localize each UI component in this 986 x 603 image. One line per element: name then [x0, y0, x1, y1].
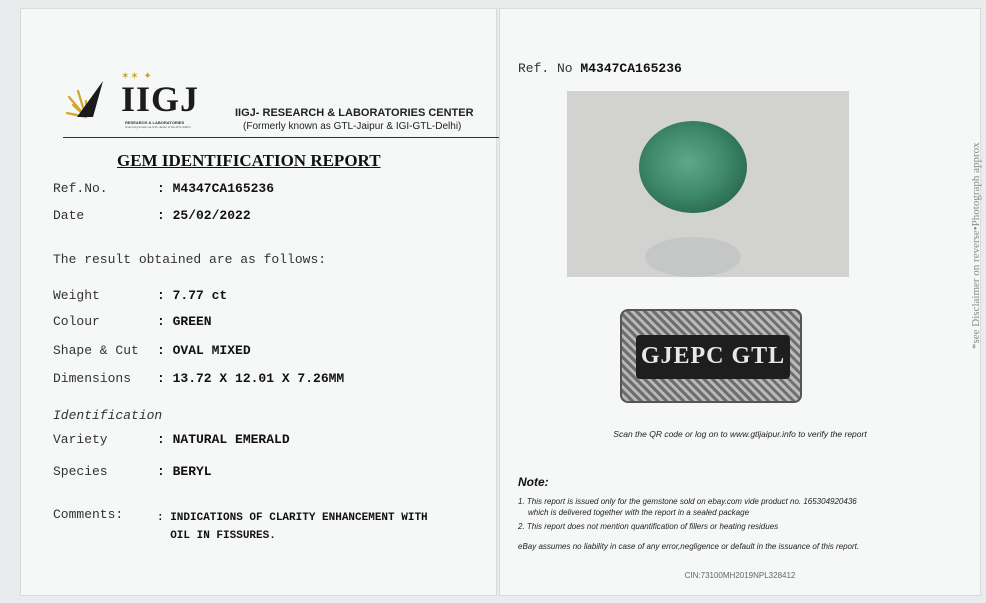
- report-left-page: [20, 8, 497, 596]
- comments-label: Comments:: [53, 507, 124, 522]
- ebay-disclaimer: eBay assumes no liability in case of any error,negligence or default in the issuance of this report.: [518, 542, 860, 551]
- gemstone-photo: [567, 91, 849, 277]
- weight-value: : 7.77 ct: [157, 288, 228, 303]
- weight-label: Weight: [53, 288, 100, 303]
- ref-no-label: Ref.No.: [53, 181, 108, 196]
- shape-cut-value: : OVAL MIXED: [157, 343, 251, 358]
- logo-text: IIGJ: [121, 79, 200, 119]
- gem-reflection: [645, 237, 741, 277]
- seal-panel: [636, 335, 790, 379]
- date-value: : 25/02/2022: [157, 208, 251, 223]
- hologram-seal: [620, 309, 802, 403]
- note-item-1: 1. This report is issued only for the gemstone sold on ebay.com vide product no. 165304920436: [518, 497, 857, 506]
- note-item-1-cont: which is delivered together with the report in a sealed package: [528, 508, 750, 517]
- right-ref-label: Ref. No: [518, 61, 573, 76]
- comments-line-2: OIL IN FISSURES.: [157, 530, 276, 542]
- dimensions-label: Dimensions: [53, 371, 132, 386]
- ref-no-value: : M4347CA165236: [157, 181, 275, 196]
- lab-name: IIGJ- RESEARCH & LABORATORIES CENTER: [235, 107, 474, 119]
- right-ref-value: M4347CA165236: [580, 61, 682, 76]
- note-heading: Note:: [518, 475, 549, 489]
- shape-cut-label: Shape & Cut: [53, 343, 139, 358]
- sunburst-icon: [63, 77, 109, 123]
- date-label: Date: [53, 208, 85, 223]
- species-value: : BERYL: [157, 464, 212, 479]
- seal-text: GJEPC GTL: [640, 343, 786, 369]
- right-ref-no: [518, 61, 682, 76]
- report-title: GEM IDENTIFICATION REPORT: [117, 151, 381, 170]
- cin-number: CIN:73100MH2019NPL328412: [684, 571, 796, 580]
- comments-line-1: : INDICATIONS OF CLARITY ENHANCEMENT WITH: [157, 512, 428, 524]
- vertical-disclaimer-text: *see Disclaimer on reverse•Photograph approx: [970, 142, 982, 349]
- vertical-disclaimer: [958, 71, 982, 351]
- result-intro: The result obtained are as follows:: [53, 252, 327, 267]
- iigj-logo: [63, 71, 233, 133]
- species-label: Species: [53, 464, 108, 479]
- lab-subtitle: (Formerly known as GTL-Jaipur & IGI-GTL-Delhi): [243, 121, 462, 132]
- colour-value: : GREEN: [157, 314, 212, 329]
- colour-label: Colour: [53, 314, 100, 329]
- logo-subtitle: RESEARCH & LABORATORIES: [125, 120, 185, 125]
- emerald-gem: [639, 121, 747, 213]
- comments-value: [157, 509, 428, 545]
- header-divider: [63, 137, 513, 138]
- dimensions-value: : 13.72 X 12.01 X 7.26MM: [157, 371, 345, 386]
- report-right-page: [499, 8, 981, 596]
- identification-heading: Identification: [53, 408, 163, 423]
- logo-tagline: (Formerly known as GTL-Jaipur & IGI-GTL-Delhi): [125, 125, 191, 129]
- variety-label: Variety: [53, 432, 108, 447]
- logo-stars: ✶✶ ✦: [121, 71, 153, 82]
- note-item-2: 2. This report does not mention quantification of fillers or heating residues: [518, 522, 779, 531]
- verify-instruction: Scan the QR code or log on to www.gtljaipur.info to verify the report: [613, 429, 867, 439]
- variety-value: : NATURAL EMERALD: [157, 432, 290, 447]
